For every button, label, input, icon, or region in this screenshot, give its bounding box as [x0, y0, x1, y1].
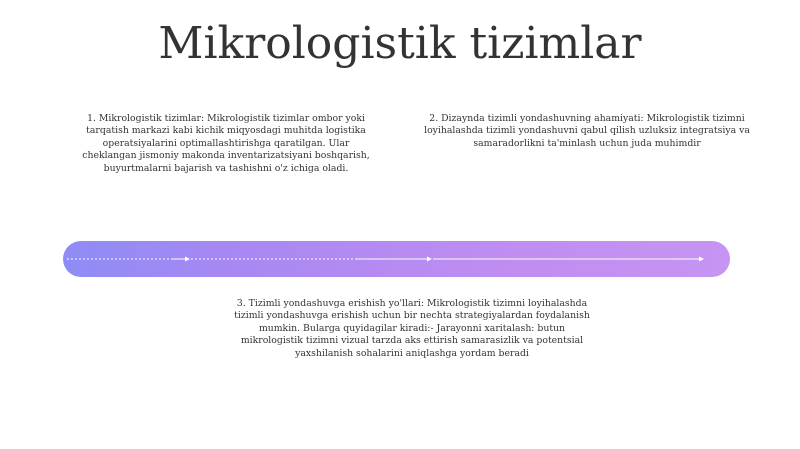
timeline-arrows [63, 241, 730, 277]
text-block-2: 2. Dizaynda tizimli yondashuvning ahamiyati: Mikrologistik tizimni loyihalashda tizimli yondashuvni qabul qilish uzluksiz integratsiya va samaradorlikni ta'minlash uchun juda muhimdir [424, 113, 750, 149]
timeline-bar [63, 241, 730, 277]
arrow-3-icon [699, 257, 704, 262]
arrow-2-icon [427, 257, 432, 262]
text-block-1: 1. Mikrologistik tizimlar: Mikrologistik tizimlar ombor yoki tarqatish markazi kabi kichik miqyosdagi muhitda logistika operatsiyalarini optimallashtirishga qaratilgan. Ular cheklangan jismoniy makonda inventarizatsiyani boshqarish, buyurtmalarni bajarish va tashishni o'z ichiga oladi. [82, 113, 370, 174]
text-block-3: 3. Tizimli yondashuvga erishish yo'llari: Mikrologistik tizimni loyihalashda tizimli yondashuvga erishish uchun bir nechta strategiyalardan foydalanish mumkin. Bularga quyidagilar kiradi:- Jarayonni xaritalash: butun mikrologistik tizimni vizual tarzda aks ettirish samarasizlik va potentsial yaxshilanish sohalarini aniqlashga yordam beradi [234, 298, 590, 359]
arrow-1-icon [185, 257, 190, 262]
slide-title: Mikrologistik tizimlar [158, 18, 642, 69]
